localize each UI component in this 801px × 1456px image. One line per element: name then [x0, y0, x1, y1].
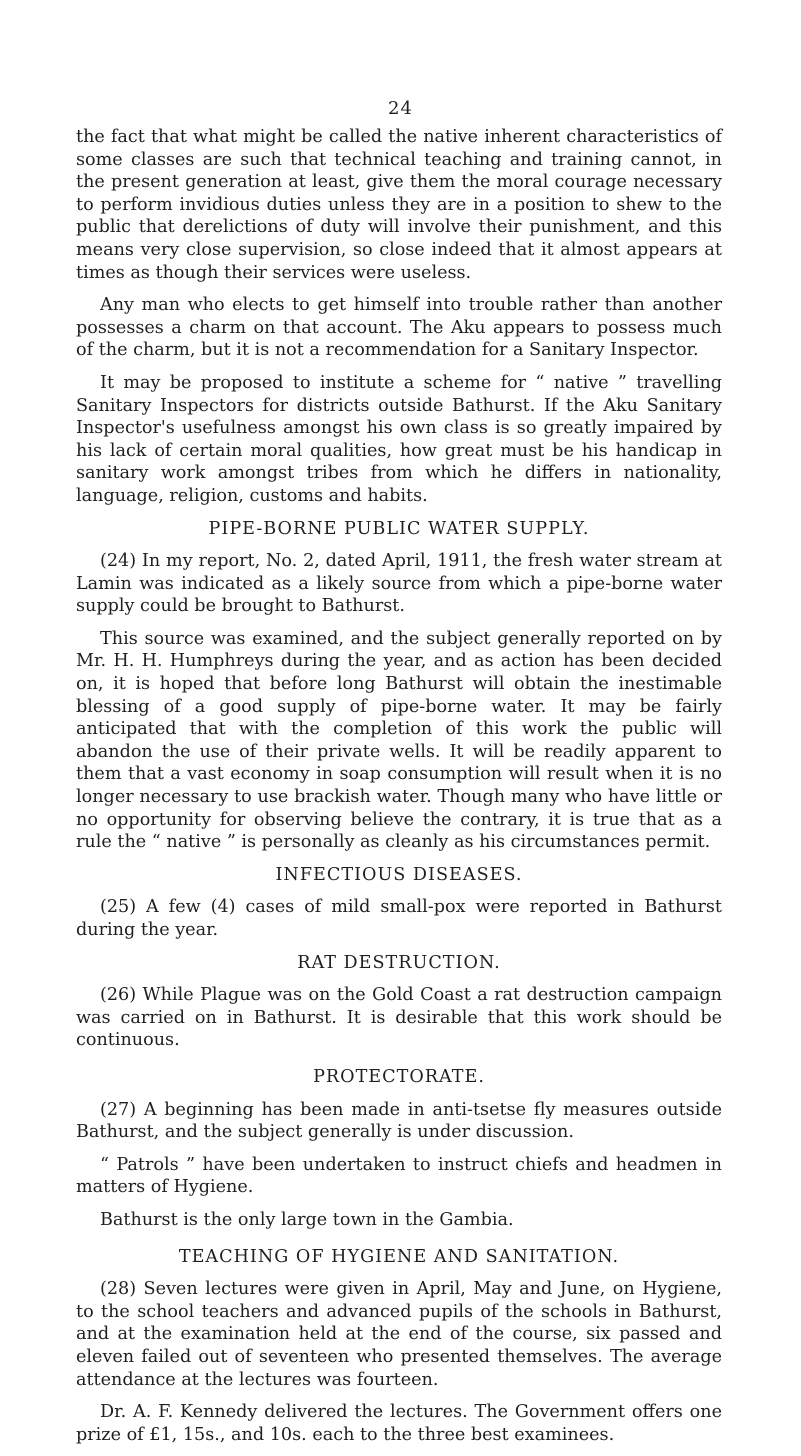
- paragraph-water-source: This source was examined, and the subject generally reported on by Mr. H. H. Humphreys during the year, and as action has been decided on, it is hoped that before long Bathurst will obtain the inestimable blessing of a good supply of pipe-borne water. It may be fairly anticipated that with the completion of this work the public will abandon the use of their private wells. It will be readily apparent to them that a vast economy in soap consumption will result when it is no longer necessary to use brackish water. Though many who have little or no opportunity for observing believe the contrary, it is true that as a rule the “ native ” is personally as cleanly as his circumstances permit.: [76, 628, 722, 853]
- page-body: [76, 126, 722, 1456]
- page-number: 24: [388, 98, 413, 119]
- paragraph-patrols: “ Patrols ” have been undertaken to instruct chiefs and headmen in matters of Hygiene.: [76, 1154, 722, 1198]
- heading-protectorate: PROTECTORATE.: [313, 1066, 485, 1087]
- paragraph-aku-charm: Any man who elects to get himself into trouble rather than another possesses a charm on that account. The Aku appears to possess much of the charm, but it is not a recommendation for a Sanitary Inspector.: [76, 295, 722, 361]
- paragraph-25: (25) A few (4) cases of mild small-pox were reported in Bathurst during the year.: [76, 897, 722, 940]
- heading-water-supply: PIPE-BORNE PUBLIC WATER SUPPLY.: [208, 518, 590, 539]
- paragraph-continuation: the fact that what might be called the native inherent characteristics of some classes are such that technical teaching and training cannot, in the present generation at least, give them the moral courage necessary to perform invidious duties unless they are in a position to shew to the public that derelictions of duty will involve their punishment, and this means very close supervision, so close indeed that it almost appears at times as though their services were useless.: [76, 127, 722, 283]
- paragraph-27: (27) A beginning has been made in anti-tsetse fly measures outside Bathurst, and the subject generally is under discussion.: [76, 1099, 722, 1143]
- paragraph-bathurst-town: Bathurst is the only large town in the Gambia.: [100, 1209, 514, 1230]
- paragraph-24: (24) In my report, No. 2, dated April, 1911, the fresh water stream at Lamin was indicated as a likely source from which a pipe-borne water supply could be brought to Bathurst.: [76, 551, 722, 617]
- paragraph-lecturer: Dr. A. F. Kennedy delivered the lectures. The Government offers one prize of £1, 15s., and 10s. each to the three best examinees.: [76, 1402, 722, 1445]
- paragraph-26: (26) While Plague was on the Gold Coast a rat destruction campaign was carried on in Bathurst. It is desirable that this work should be continuous.: [76, 985, 722, 1051]
- paragraph-28: (28) Seven lectures were given in April, May and June, on Hygiene, to the school teachers and advanced pupils of the schools in Bathurst, and at the examination held at the end of the course, six passed and eleven failed out of seventeen who presented themselves. The average attendance at the lectures was fourteen.: [76, 1279, 722, 1390]
- heading-infectious-diseases: INFECTIOUS DISEASES.: [275, 864, 523, 885]
- paragraph-travelling-inspectors: It may be proposed to institute a scheme for “ native ” travelling Sanitary Inspectors for districts outside Bathurst. If the Aku Sanitary Inspector's usefulness amongst his own class is so greatly impaired by his lack of certain moral qualities, how great must be his handicap in sanitary work amongst tribes from which he differs in nationality, language, religion, customs and habits.: [76, 372, 722, 506]
- heading-rat-destruction: RAT DESTRUCTION.: [297, 952, 501, 973]
- heading-teaching-hygiene: TEACHING OF HYGIENE AND SANITATION.: [178, 1246, 620, 1267]
